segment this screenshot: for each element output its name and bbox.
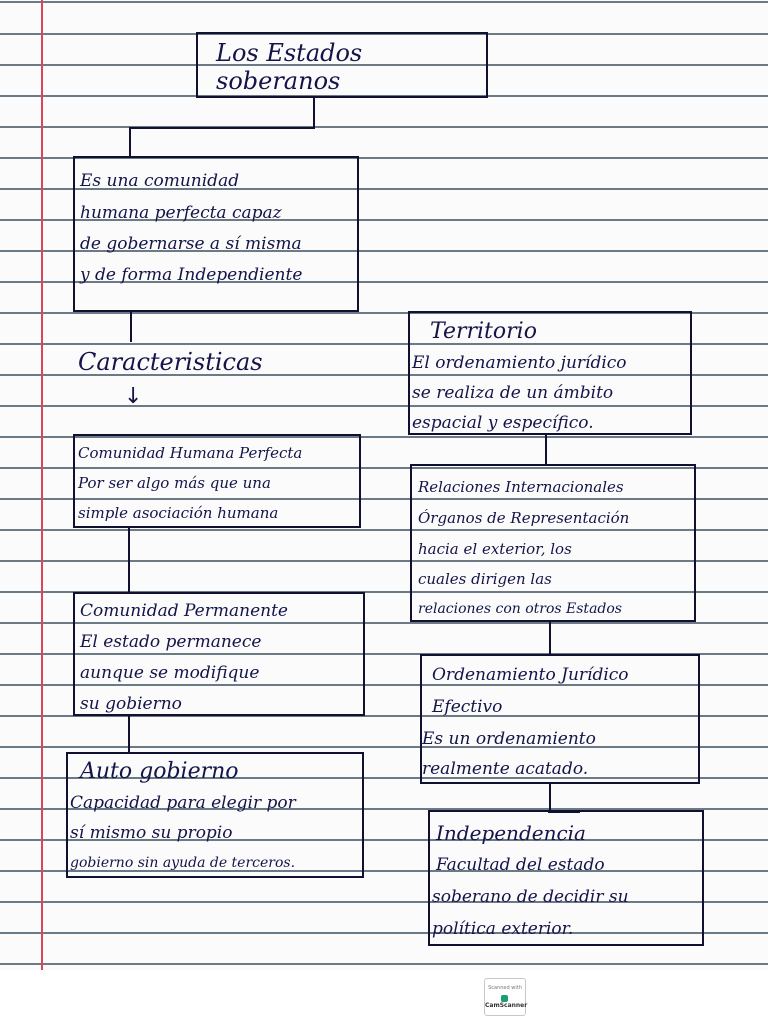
caracteristicas-label: Caracteristicas <box>78 348 263 376</box>
camscanner-icon <box>501 995 508 1002</box>
territorio-line-2: El ordenamiento jurídico <box>412 353 627 373</box>
relaciones-line-5: relaciones con otros Estados <box>418 601 622 617</box>
relaciones-line-2: Órganos de Representación <box>418 509 630 527</box>
connector-definition-down <box>130 312 132 342</box>
title-line-2: soberanos <box>216 67 341 95</box>
badge-scanned-with: Scanned with <box>488 985 522 991</box>
down-arrow-icon: ↓ <box>124 384 143 409</box>
relaciones-line-1: Relaciones Internacionales <box>418 478 624 496</box>
relaciones-line-4: cuales dirigen las <box>418 570 552 588</box>
connector-to-definition <box>129 127 131 157</box>
territorio-line-3: se realiza de un ámbito <box>412 383 614 403</box>
characteristic-2-line-3: aunque se modifique <box>80 663 260 683</box>
characteristic-3-line-4: gobierno sin ayuda de terceros. <box>70 855 296 871</box>
characteristic-2-line-4: su gobierno <box>80 694 182 714</box>
definition-line-3: de gobernarse a sí misma <box>80 234 302 254</box>
definition-line-1: Es una comunidad <box>80 171 240 191</box>
independencia-line-2: Facultad del estado <box>436 855 605 875</box>
characteristic-1-line-1: Comunidad Humana Perfecta <box>78 444 303 462</box>
independencia-line-1: Independencia <box>436 821 586 845</box>
camscanner-badge <box>484 978 526 1016</box>
independencia-line-4: política exterior. <box>432 919 574 939</box>
ordenamiento-line-1: Ordenamiento Jurídico <box>432 665 629 685</box>
ordenamiento-line-3: Es un ordenamiento <box>422 729 596 749</box>
connector-left-1-2 <box>128 528 130 592</box>
badge-camscanner <box>485 995 528 1009</box>
margin-line <box>41 0 43 970</box>
ordenamiento-line-2: Efectivo <box>432 697 503 717</box>
territorio-line-4: espacial y específico. <box>412 413 594 433</box>
connector-right-2-3 <box>549 622 551 654</box>
independencia-line-3: soberano de decidir su <box>432 887 629 907</box>
characteristic-1-line-3: simple asociación humana <box>78 504 279 522</box>
connector-title-down <box>313 98 315 128</box>
characteristic-3-line-1: Auto gobierno <box>80 759 239 784</box>
badge-camscanner-text: CamScanner <box>485 1002 528 1009</box>
title-line-1: Los Estados <box>216 39 363 67</box>
characteristic-2-line-2: El estado permanece <box>80 632 262 652</box>
ordenamiento-line-4: realmente acatado. <box>422 759 589 779</box>
characteristic-3-line-2: Capacidad para elegir por <box>70 793 296 813</box>
connector-left-2-3 <box>128 716 130 752</box>
territorio-line-1: Territorio <box>430 319 537 344</box>
connector-title-horizontal <box>129 127 315 129</box>
page-bottom <box>0 970 768 1024</box>
connector-right-3-4 <box>549 784 551 812</box>
relaciones-line-3: hacia el exterior, los <box>418 540 572 558</box>
characteristic-2-line-1: Comunidad Permanente <box>80 601 288 621</box>
connector-right-1-2 <box>545 435 547 465</box>
definition-line-4: y de forma Independiente <box>80 265 303 285</box>
definition-line-2: humana perfecta capaz <box>80 203 282 223</box>
characteristic-3-line-3: sí mismo su propio <box>70 823 233 843</box>
characteristic-1-line-2: Por ser algo más que una <box>78 474 271 492</box>
